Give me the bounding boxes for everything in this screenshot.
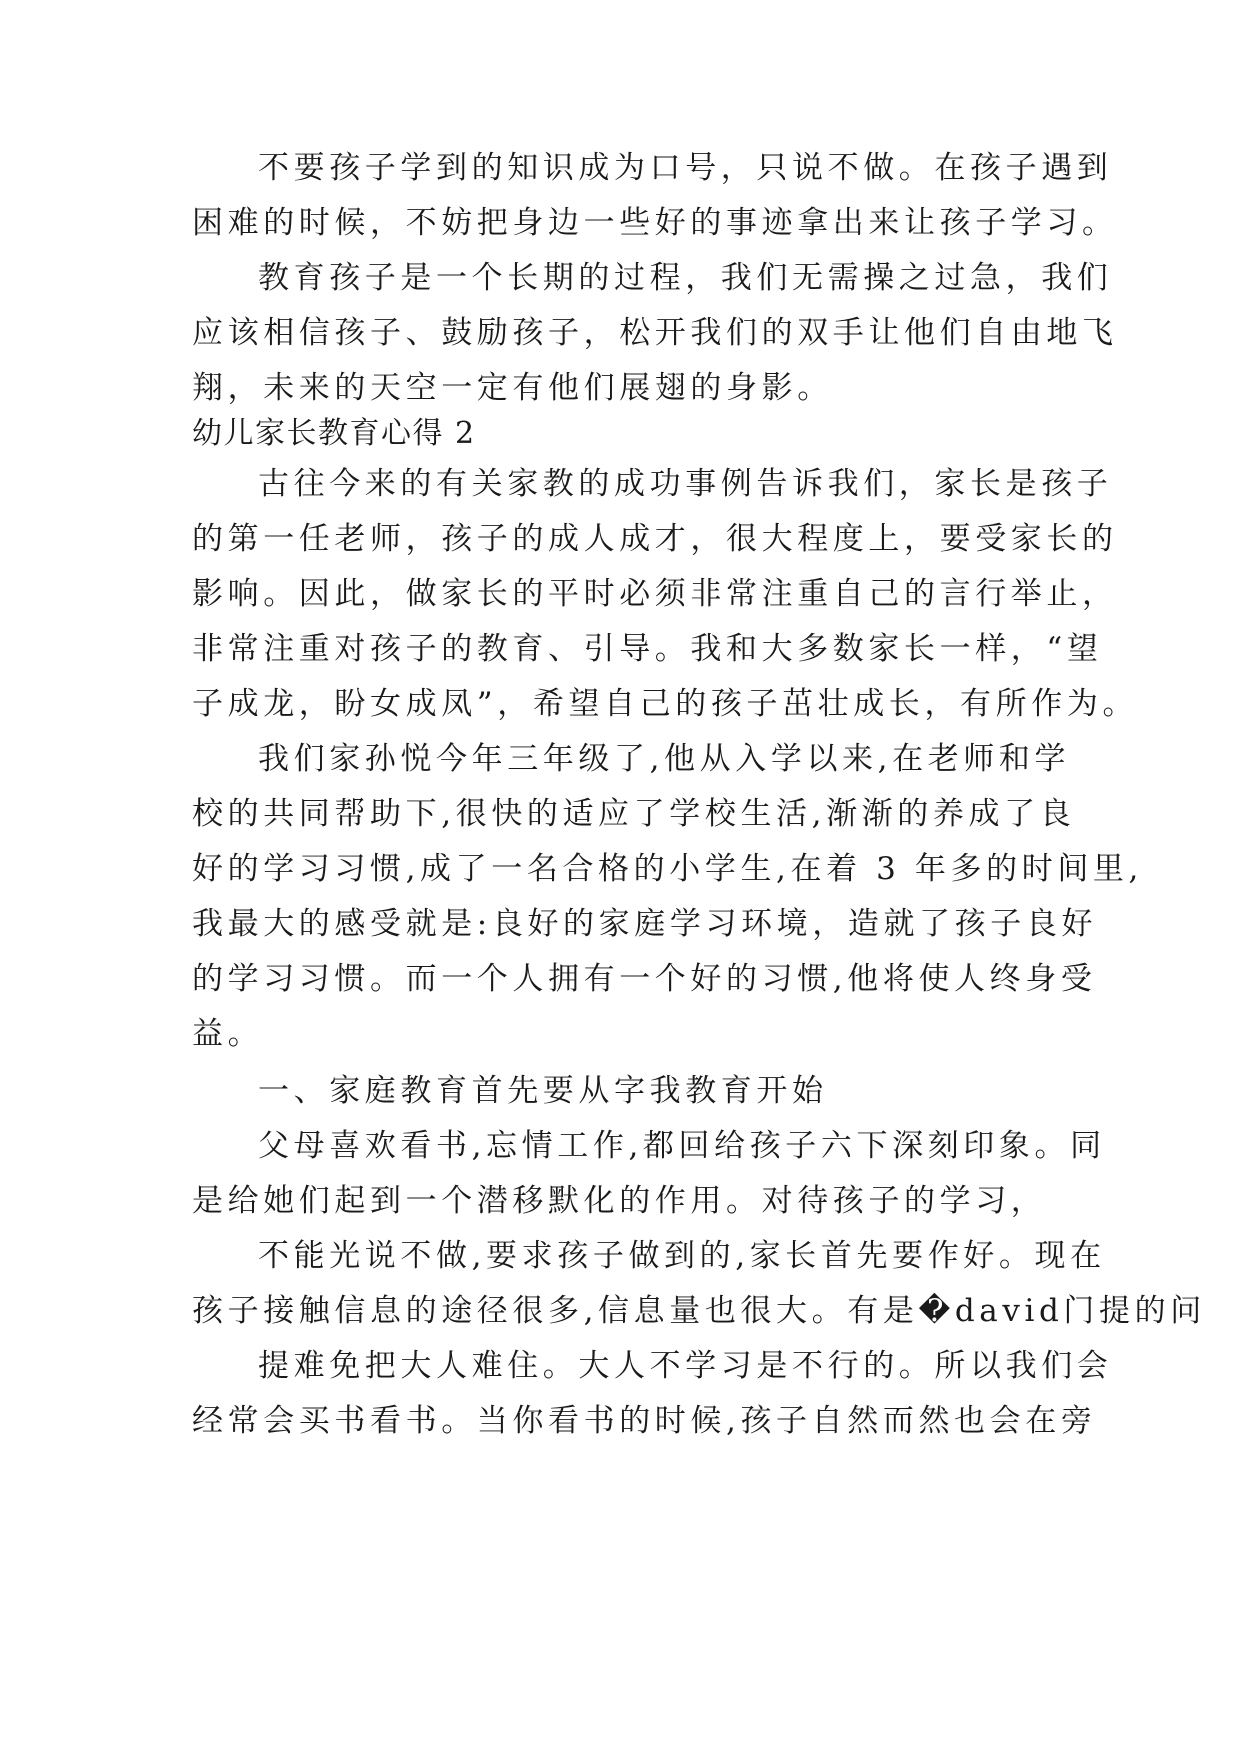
paragraph-line: 提难免把大人难住。大人不学习是不行的。所以我们会 [258, 1348, 1113, 1384]
paragraph-line: 翔，未来的天空一定有他们展翅的身影。 [192, 370, 833, 406]
paragraph-line: 孩子接触信息的途径很多,信息量也很大。有是�david门提的问 [192, 1293, 1206, 1329]
paragraph-line: 的第一任老师，孩子的成人成才，很大程度上，要受家长的 [192, 521, 1118, 557]
paragraph-line: 教育孩子是一个长期的过程，我们无需操之过急，我们 [258, 260, 1113, 296]
paragraph-line: 好的学习习惯,成了一名合格的小学生,在着 3 年多的时间里, [192, 851, 1143, 887]
paragraph-line: 父母喜欢看书,忘情工作,都回给孩子六下深刻印象。同 [258, 1128, 1106, 1164]
paragraph-line: 应该相信孩子、鼓励孩子，松开我们的双手让他们自由地飞 [192, 315, 1118, 351]
paragraph-line: 不能光说不做,要求孩子做到的,家长首先要作好。现在 [258, 1238, 1106, 1274]
paragraph-line: 困难的时候，不妨把身边一些好的事迹拿出来让孩子学习。 [192, 205, 1118, 241]
paragraph-line: 我最大的感受就是:良好的家庭学习环境，造就了孩子良好 [192, 906, 1098, 942]
paragraph-line: 影响。因此，做家长的平时必须非常注重自己的言行举止， [192, 576, 1118, 612]
paragraph-line: 我们家孙悦今年三年级了,他从入学以来,在老师和学 [258, 741, 1071, 777]
paragraph-line: 非常注重对孩子的教育、引导。我和大多数家长一样，“望 [192, 631, 1103, 667]
paragraph-line: 古往今来的有关家教的成功事例告诉我们，家长是孩子 [258, 466, 1113, 502]
section-title: 幼儿家长教育心得 2 [192, 416, 476, 451]
paragraph-line: 是给她们起到一个潜移默化的作用。对待孩子的学习， [192, 1183, 1047, 1219]
paragraph-line: 益。 [192, 1016, 264, 1052]
paragraph-line: 的学习习惯。而一个人拥有一个好的习惯,他将使人终身受 [192, 961, 1097, 997]
paragraph-line: 子成龙，盼女成凤”，希望自己的孩子茁壮成长，有所作为。 [192, 686, 1139, 722]
subsection-heading: 一、家庭教育首先要从字我教育开始 [258, 1073, 828, 1109]
paragraph-line: 校的共同帮助下,很快的适应了学校生活,渐渐的养成了良 [192, 796, 1076, 832]
paragraph-line: 经常会买书看书。当你看书的时候,孩子自然而然也会在旁 [192, 1403, 1097, 1439]
paragraph-line: 不要孩子学到的知识成为口号，只说不做。在孩子遇到 [258, 150, 1113, 186]
